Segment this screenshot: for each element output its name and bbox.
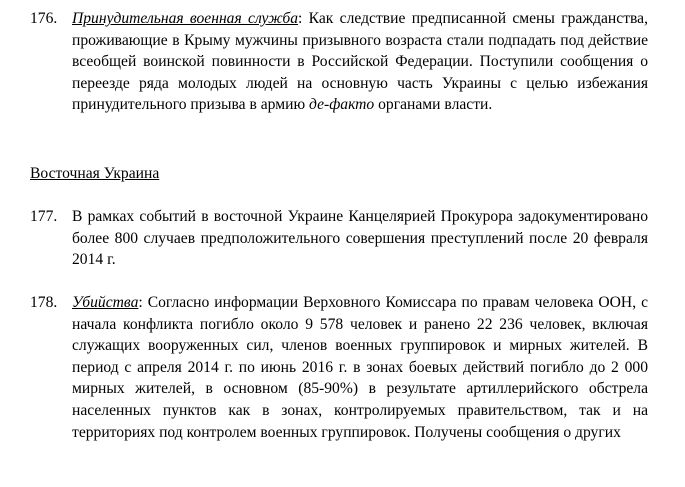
paragraph-body: В рамках событий в восточной Украине Канцелярией Прокурора задокументировано более 800 случаев предположительного совершения преступлений после 20 февраля 2014 г. [72, 208, 648, 269]
lead-colon: : [138, 294, 143, 311]
paragraph-178 [30, 292, 648, 443]
paragraph-number: 178. [30, 294, 58, 311]
lead-colon: : [298, 10, 303, 27]
paragraph-text: Согласно информации Верховного Комиссара по правам человека ООН, с начала конфликта погибло около 9 578 человек и ранено 22 236 человек, включая служащих вооруженных сил, членов военных группировок и мирных жителей. В период с апреля 2014 г. по июнь 2016 г. в зонах боевых действий погибло до 2 000 мирных жителей, в основном (85-90%) в результате артиллерийского обстрела населенных пунктов как в зонах, контролируемых правительством, так и на территориях под контролем военных группировок. Получены сообщения о других [72, 294, 648, 441]
paragraph-number: 176. [30, 10, 58, 27]
paragraph-body [72, 292, 648, 443]
paragraph-number: 177. [30, 208, 58, 225]
paragraph-177 [30, 206, 648, 271]
paragraph-lead-term: Убийства [72, 294, 139, 311]
paragraph-lead-term: Принудительная военная служба [72, 10, 299, 27]
paragraph-176 [30, 8, 648, 116]
italic-term: де-факто [309, 96, 375, 114]
paragraph-text-part-b: органами власти. [374, 96, 493, 114]
paragraph-body [72, 8, 648, 116]
paragraph-text-part-a: Как следствие предписанной смены гражданства, проживающие в Крыму мужчины призывного возраста стали подпадать под действие всеобщей воинской повинности в Российской Федерации. Поступили сообщения о переезде ряда молодых людей на основную часть Украины с целью избежания принудительного призыва в армию [72, 10, 648, 114]
section-heading: Восточная Украина [30, 165, 160, 182]
